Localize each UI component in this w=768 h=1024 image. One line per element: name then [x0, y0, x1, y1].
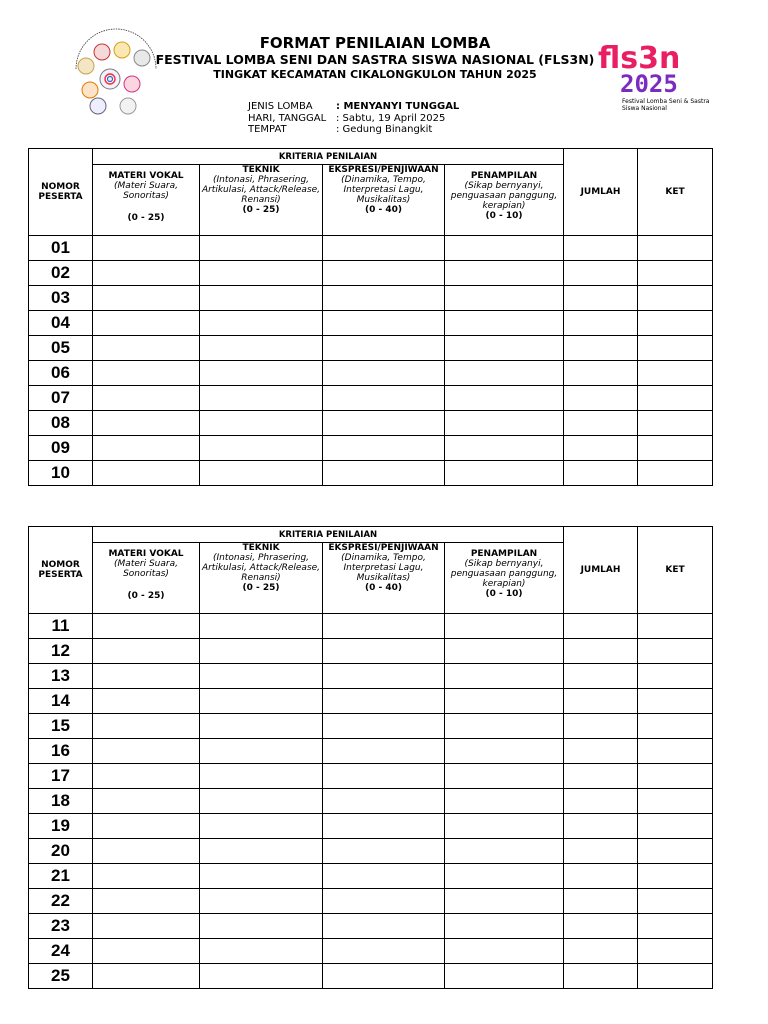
score-jumlah-cell[interactable] [564, 964, 638, 989]
score-ekspresi-cell[interactable] [323, 361, 445, 386]
fls3n-logo-year: 2025 [620, 70, 678, 96]
score-ekspresi-cell[interactable] [323, 789, 445, 814]
score-jumlah-cell[interactable] [564, 336, 638, 361]
table-row [29, 411, 713, 436]
score-penampilan-cell[interactable] [445, 436, 564, 461]
participant-number: 08 [29, 411, 93, 436]
score-jumlah-cell[interactable] [564, 411, 638, 436]
header-ket: KET [638, 149, 713, 236]
score-ket-cell[interactable] [638, 614, 713, 639]
info-label: HARI, TANGGAL [248, 112, 327, 124]
document-title: FORMAT PENILAIAN LOMBA [259, 34, 491, 52]
score-ket-cell[interactable] [638, 914, 713, 939]
criterion-range: (0 - 25) [242, 583, 280, 593]
score-ekspresi-cell[interactable] [323, 839, 445, 864]
score-penampilan-cell[interactable] [445, 261, 564, 286]
table-row [29, 739, 713, 764]
score-jumlah-cell[interactable] [564, 236, 638, 261]
score-jumlah-cell[interactable] [564, 639, 638, 664]
info-row-tempat [248, 124, 459, 136]
score-ket-cell[interactable] [638, 864, 713, 889]
score-ekspresi-cell[interactable] [323, 939, 445, 964]
score-jumlah-cell[interactable] [564, 311, 638, 336]
score-ket-cell[interactable] [638, 714, 713, 739]
table-row [29, 614, 713, 639]
participant-number: 02 [29, 261, 93, 286]
criterion-range: (0 - 25) [127, 213, 165, 223]
score-ekspresi-cell[interactable] [323, 964, 445, 989]
score-jumlah-cell[interactable] [564, 789, 638, 814]
score-teknik-cell[interactable] [200, 939, 323, 964]
score-ket-cell[interactable] [638, 639, 713, 664]
score-ket-cell[interactable] [638, 411, 713, 436]
table-row [29, 311, 713, 336]
table-row [29, 964, 713, 989]
score-ekspresi-cell[interactable] [323, 689, 445, 714]
score-teknik-cell[interactable] [200, 664, 323, 689]
score-materi-vokal-cell[interactable] [93, 789, 200, 814]
score-ket-cell[interactable] [638, 939, 713, 964]
score-materi-vokal-cell[interactable] [93, 436, 200, 461]
score-jumlah-cell[interactable] [564, 689, 638, 714]
score-ket-cell[interactable] [638, 461, 713, 486]
score-ket-cell[interactable] [638, 839, 713, 864]
score-teknik-cell[interactable] [200, 914, 323, 939]
score-penampilan-cell[interactable] [445, 764, 564, 789]
info-row-tanggal [248, 113, 459, 125]
score-ekspresi-cell[interactable] [323, 864, 445, 889]
score-penampilan-cell[interactable] [445, 236, 564, 261]
score-ekspresi-cell[interactable] [323, 311, 445, 336]
score-teknik-cell[interactable] [200, 614, 323, 639]
participant-number: 18 [29, 789, 93, 814]
score-penampilan-cell[interactable] [445, 964, 564, 989]
score-materi-vokal-cell[interactable] [93, 386, 200, 411]
table-row [29, 814, 713, 839]
score-ket-cell[interactable] [638, 889, 713, 914]
criterion-desc: (Intonasi, Phrasering, Artikulasi, Attack/Release, Renansi) [201, 175, 321, 205]
score-jumlah-cell[interactable] [564, 864, 638, 889]
score-teknik-cell[interactable] [200, 639, 323, 664]
fls3n-logo-text: fls3n [598, 41, 681, 76]
score-teknik-cell[interactable] [200, 336, 323, 361]
score-materi-vokal-cell[interactable] [93, 814, 200, 839]
criterion-desc: (Dinamika, Tempo, Interpretasi Lagu, Musikalitas) [341, 175, 426, 205]
score-materi-vokal-cell[interactable] [93, 639, 200, 664]
score-teknik-cell[interactable] [200, 839, 323, 864]
criterion-desc: (Intonasi, Phrasering, Artikulasi, Attack/Release, Renansi) [201, 553, 321, 583]
criterion-title: PENAMPILAN [470, 171, 538, 181]
score-materi-vokal-cell[interactable] [93, 914, 200, 939]
score-materi-vokal-cell[interactable] [93, 261, 200, 286]
table-row [29, 914, 713, 939]
score-penampilan-cell[interactable] [445, 411, 564, 436]
participant-number: 25 [29, 964, 93, 989]
participant-number: 05 [29, 336, 93, 361]
header-kriteria: KRITERIA PENILAIAN [93, 149, 564, 165]
score-penampilan-cell[interactable] [445, 939, 564, 964]
score-ket-cell[interactable] [638, 689, 713, 714]
score-ekspresi-cell[interactable] [323, 914, 445, 939]
criterion-penampilan [445, 543, 564, 614]
score-materi-vokal-cell[interactable] [93, 689, 200, 714]
score-teknik-cell[interactable] [200, 964, 323, 989]
score-materi-vokal-cell[interactable] [93, 839, 200, 864]
participant-number: 17 [29, 764, 93, 789]
score-teknik-cell[interactable] [200, 764, 323, 789]
header-jumlah: JUMLAH [564, 527, 638, 614]
score-materi-vokal-cell[interactable] [93, 361, 200, 386]
score-teknik-cell[interactable] [200, 714, 323, 739]
score-jumlah-cell[interactable] [564, 261, 638, 286]
criterion-range: (0 - 40) [364, 583, 402, 593]
participant-number: 15 [29, 714, 93, 739]
score-ekspresi-cell[interactable] [323, 714, 445, 739]
table-row [29, 939, 713, 964]
score-materi-vokal-cell[interactable] [93, 764, 200, 789]
score-jumlah-cell[interactable] [564, 914, 638, 939]
info-row-jenis [248, 101, 459, 113]
criterion-desc: (Dinamika, Tempo, Interpretasi Lagu, Musikalitas) [341, 553, 426, 583]
criterion-range: (0 - 10) [485, 589, 523, 599]
score-ekspresi-cell[interactable] [323, 236, 445, 261]
score-teknik-cell[interactable] [200, 864, 323, 889]
table-row [29, 714, 713, 739]
score-ket-cell[interactable] [638, 764, 713, 789]
score-penampilan-cell[interactable] [445, 461, 564, 486]
score-penampilan-cell[interactable] [445, 664, 564, 689]
score-jumlah-cell[interactable] [564, 764, 638, 789]
info-label: TEMPAT [248, 124, 287, 135]
score-table-1 [28, 148, 713, 486]
participant-number: 22 [29, 889, 93, 914]
score-penampilan-cell[interactable] [445, 311, 564, 336]
info-value: : MENYANYI TUNGGAL [336, 101, 460, 112]
score-penampilan-cell[interactable] [445, 814, 564, 839]
participant-number: 20 [29, 839, 93, 864]
score-teknik-cell[interactable] [200, 311, 323, 336]
criterion-teknik [200, 165, 323, 236]
table-row [29, 689, 713, 714]
score-materi-vokal-cell[interactable] [93, 614, 200, 639]
score-ekspresi-cell[interactable] [323, 461, 445, 486]
score-jumlah-cell[interactable] [564, 939, 638, 964]
score-ket-cell[interactable] [638, 436, 713, 461]
header-kriteria: KRITERIA PENILAIAN [93, 527, 564, 543]
score-teknik-cell[interactable] [200, 814, 323, 839]
score-penampilan-cell[interactable] [445, 889, 564, 914]
score-penampilan-cell[interactable] [445, 286, 564, 311]
participant-number: 23 [29, 914, 93, 939]
score-materi-vokal-cell[interactable] [93, 939, 200, 964]
score-ket-cell[interactable] [638, 964, 713, 989]
fls3n-logo-caption: Festival Lomba Seni & Sastra Siswa Nasional [622, 98, 710, 112]
criterion-desc: (Materi Suara, Sonoritas) [114, 559, 178, 579]
score-teknik-cell[interactable] [200, 889, 323, 914]
score-materi-vokal-cell[interactable] [93, 714, 200, 739]
score-rows-2 [29, 614, 713, 989]
criterion-title: PENAMPILAN [470, 549, 538, 559]
fls3n-logo-mark [596, 40, 706, 96]
score-ekspresi-cell[interactable] [323, 336, 445, 361]
score-materi-vokal-cell[interactable] [93, 864, 200, 889]
score-penampilan-cell[interactable] [445, 639, 564, 664]
criterion-title: MATERI VOKAL [108, 171, 184, 181]
table-row [29, 639, 713, 664]
competition-info [248, 101, 459, 136]
score-materi-vokal-cell[interactable] [93, 336, 200, 361]
score-ket-cell[interactable] [638, 814, 713, 839]
criterion-penampilan [445, 165, 564, 236]
table-row [29, 864, 713, 889]
header-jumlah: JUMLAH [564, 149, 638, 236]
header-ket: KET [638, 527, 713, 614]
info-value: : Sabtu, 19 April 2025 [336, 112, 446, 124]
score-jumlah-cell[interactable] [564, 614, 638, 639]
criterion-range: (0 - 25) [127, 591, 165, 601]
score-rows-1 [29, 236, 713, 486]
criterion-range: (0 - 10) [485, 211, 523, 221]
score-teknik-cell[interactable] [200, 361, 323, 386]
score-jumlah-cell[interactable] [564, 839, 638, 864]
score-penampilan-cell[interactable] [445, 689, 564, 714]
score-teknik-cell[interactable] [200, 236, 323, 261]
score-penampilan-cell[interactable] [445, 361, 564, 386]
event-level: TINGKAT KECAMATAN CIKALONGKULON TAHUN 2025 [213, 68, 537, 81]
score-materi-vokal-cell[interactable] [93, 664, 200, 689]
event-title: FESTIVAL LOMBA SENI DAN SASTRA SISWA NASIONAL (FLS3N) [155, 52, 595, 67]
criterion-desc: (Materi Suara, Sonoritas) [114, 181, 178, 201]
score-ket-cell[interactable] [638, 789, 713, 814]
score-teknik-cell[interactable] [200, 261, 323, 286]
participant-number: 16 [29, 739, 93, 764]
header-nomor-peserta: NOMOR PESERTA [29, 149, 93, 236]
info-label: JENIS LOMBA [248, 101, 313, 112]
score-penampilan-cell[interactable] [445, 789, 564, 814]
score-teknik-cell[interactable] [200, 789, 323, 814]
score-ket-cell[interactable] [638, 236, 713, 261]
score-teknik-cell[interactable] [200, 739, 323, 764]
score-jumlah-cell[interactable] [564, 814, 638, 839]
fls3n-logo [596, 40, 710, 112]
table-row [29, 386, 713, 411]
score-ekspresi-cell[interactable] [323, 889, 445, 914]
participant-number: 14 [29, 689, 93, 714]
score-ekspresi-cell[interactable] [323, 814, 445, 839]
participant-number: 19 [29, 814, 93, 839]
table-row [29, 336, 713, 361]
score-ket-cell[interactable] [638, 336, 713, 361]
score-ekspresi-cell[interactable] [323, 386, 445, 411]
score-ekspresi-cell[interactable] [323, 639, 445, 664]
score-jumlah-cell[interactable] [564, 739, 638, 764]
table-row [29, 436, 713, 461]
table-row [29, 839, 713, 864]
score-penampilan-cell[interactable] [445, 739, 564, 764]
criterion-range: (0 - 25) [242, 205, 280, 215]
score-penampilan-cell[interactable] [445, 714, 564, 739]
score-ket-cell[interactable] [638, 664, 713, 689]
criterion-desc: (Sikap bernyanyi, penguasaan panggung, kerapian) [450, 181, 558, 211]
score-jumlah-cell[interactable] [564, 461, 638, 486]
score-materi-vokal-cell[interactable] [93, 286, 200, 311]
score-ekspresi-cell[interactable] [323, 411, 445, 436]
criterion-title: TEKNIK [242, 165, 280, 175]
score-materi-vokal-cell[interactable] [93, 889, 200, 914]
score-jumlah-cell[interactable] [564, 889, 638, 914]
participant-number: 04 [29, 311, 93, 336]
criterion-title: MATERI VOKAL [108, 549, 184, 559]
score-ket-cell[interactable] [638, 261, 713, 286]
table-row [29, 789, 713, 814]
table-row [29, 236, 713, 261]
score-teknik-cell[interactable] [200, 689, 323, 714]
criterion-materi-vokal [93, 165, 200, 236]
criterion-desc: (Sikap bernyanyi, penguasaan panggung, kerapian) [450, 559, 558, 589]
criterion-title: TEKNIK [242, 543, 280, 553]
score-ekspresi-cell[interactable] [323, 436, 445, 461]
score-teknik-cell[interactable] [200, 461, 323, 486]
score-penampilan-cell[interactable] [445, 386, 564, 411]
criterion-ekspresi [323, 165, 445, 236]
criterion-range: (0 - 40) [364, 205, 402, 215]
score-jumlah-cell[interactable] [564, 436, 638, 461]
score-jumlah-cell[interactable] [564, 361, 638, 386]
criterion-title: EKSPRESI/PENJIWAAN [328, 543, 439, 553]
score-materi-vokal-cell[interactable] [93, 964, 200, 989]
score-penampilan-cell[interactable] [445, 336, 564, 361]
criterion-teknik [200, 543, 323, 614]
score-ket-cell[interactable] [638, 386, 713, 411]
score-ekspresi-cell[interactable] [323, 664, 445, 689]
score-materi-vokal-cell[interactable] [93, 236, 200, 261]
score-ket-cell[interactable] [638, 311, 713, 336]
score-teknik-cell[interactable] [200, 411, 323, 436]
table-row [29, 764, 713, 789]
participant-number: 24 [29, 939, 93, 964]
table-row [29, 286, 713, 311]
table-row [29, 889, 713, 914]
criterion-materi-vokal [93, 543, 200, 614]
document-header [0, 0, 768, 140]
score-materi-vokal-cell[interactable] [93, 411, 200, 436]
participant-number: 21 [29, 864, 93, 889]
participant-number: 06 [29, 361, 93, 386]
score-table-2 [28, 526, 713, 989]
score-materi-vokal-cell[interactable] [93, 311, 200, 336]
score-ekspresi-cell[interactable] [323, 739, 445, 764]
score-jumlah-cell[interactable] [564, 286, 638, 311]
table-row [29, 664, 713, 689]
score-ket-cell[interactable] [638, 286, 713, 311]
score-materi-vokal-cell[interactable] [93, 461, 200, 486]
participant-number: 07 [29, 386, 93, 411]
score-ket-cell[interactable] [638, 739, 713, 764]
info-value: : Gedung Binangkit [336, 124, 433, 135]
table-row [29, 261, 713, 286]
participant-number: 03 [29, 286, 93, 311]
score-penampilan-cell[interactable] [445, 864, 564, 889]
score-teknik-cell[interactable] [200, 286, 323, 311]
score-penampilan-cell[interactable] [445, 614, 564, 639]
participant-number: 10 [29, 461, 93, 486]
score-ket-cell[interactable] [638, 361, 713, 386]
table-row [29, 461, 713, 486]
score-ekspresi-cell[interactable] [323, 614, 445, 639]
score-teknik-cell[interactable] [200, 436, 323, 461]
criterion-title: EKSPRESI/PENJIWAAN [328, 165, 439, 175]
score-ekspresi-cell[interactable] [323, 764, 445, 789]
participant-number: 09 [29, 436, 93, 461]
score-materi-vokal-cell[interactable] [93, 739, 200, 764]
score-jumlah-cell[interactable] [564, 386, 638, 411]
score-teknik-cell[interactable] [200, 386, 323, 411]
score-ekspresi-cell[interactable] [323, 261, 445, 286]
participant-number: 01 [29, 236, 93, 261]
participant-number: 13 [29, 664, 93, 689]
criterion-ekspresi [323, 543, 445, 614]
score-jumlah-cell[interactable] [564, 714, 638, 739]
participant-number: 11 [29, 614, 93, 639]
score-penampilan-cell[interactable] [445, 914, 564, 939]
score-ekspresi-cell[interactable] [323, 286, 445, 311]
participant-number: 12 [29, 639, 93, 664]
score-jumlah-cell[interactable] [564, 664, 638, 689]
table-row [29, 361, 713, 386]
header-nomor-peserta: NOMOR PESERTA [29, 527, 93, 614]
score-penampilan-cell[interactable] [445, 839, 564, 864]
